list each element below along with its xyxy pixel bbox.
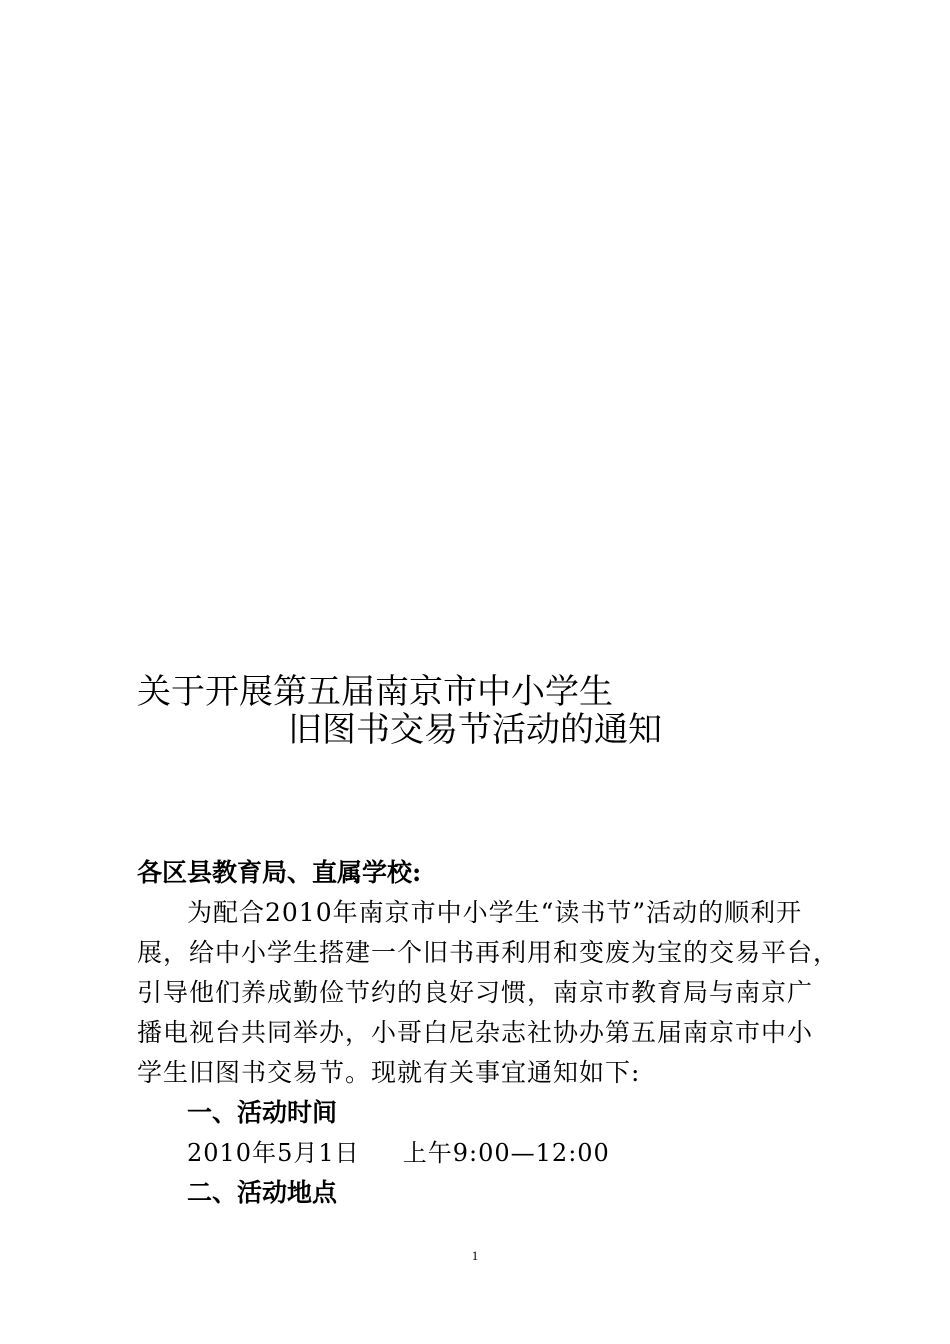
activity-time-value: 2010年5月1日 上午9:00—12:00 bbox=[187, 1139, 610, 1167]
paragraph-line: 播电视台共同举办，小哥白尼杂志社协办第五届南京市中小 bbox=[137, 1018, 814, 1047]
document-title-line-2: 旧图书交易节活动的通知 bbox=[288, 710, 662, 750]
paragraph-line: 引导他们养成勤俭节约的良好习惯，南京市教育局与南京广 bbox=[137, 978, 814, 1007]
paragraph-line: 为配合2010年南京市中小学生“读书节”活动的顺利开 bbox=[187, 898, 803, 927]
paragraph-line: 展，给中小学生搭建一个旧书再利用和变废为宝的交易平台， bbox=[137, 938, 840, 967]
section-heading-activity-time: 一、活动时间 bbox=[187, 1098, 338, 1127]
page-number: 1 bbox=[471, 1248, 479, 1263]
paragraph-line: 学生旧图书交易节。现就有关事宜通知如下: bbox=[137, 1058, 641, 1087]
section-heading-activity-location: 二、活动地点 bbox=[187, 1178, 338, 1207]
salutation: 各区县教育局、直属学校: bbox=[137, 858, 422, 887]
document-title-line-1: 关于开展第五届南京市中小学生 bbox=[137, 672, 613, 712]
